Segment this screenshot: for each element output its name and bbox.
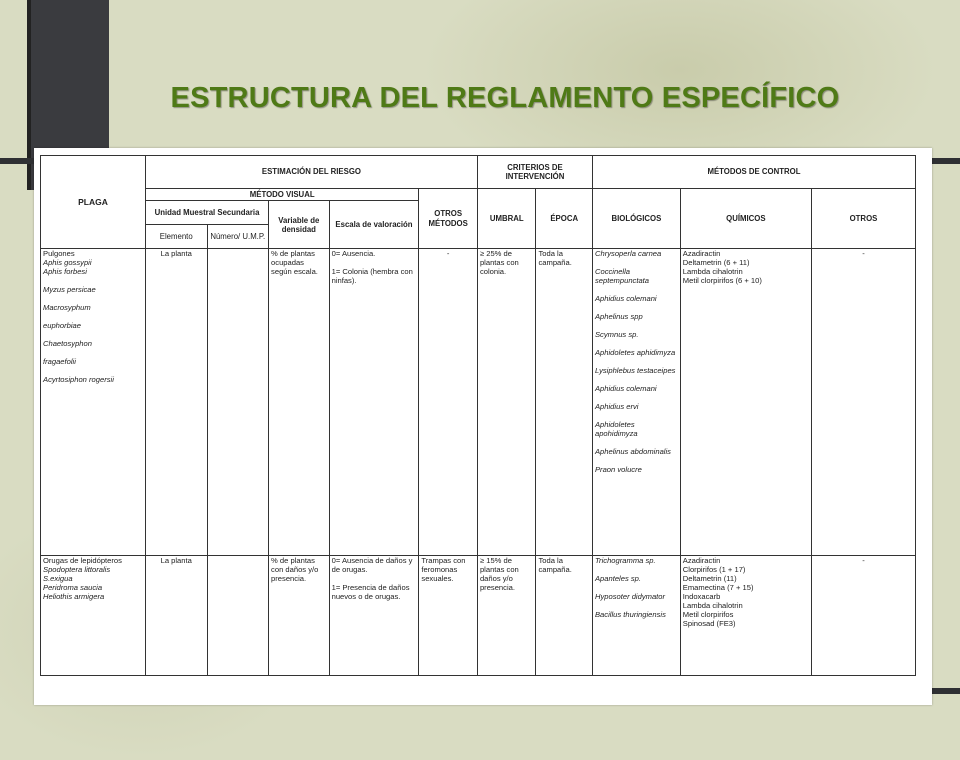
otros-metodos-cell: Trampas con feromonas sexuales. [419,556,478,676]
quimicos-cell [680,249,811,556]
elemento-cell: La planta [145,249,207,556]
species-name: Aphis gossypii [43,258,92,268]
species-name: euphorbiae [43,320,82,330]
escala-item: 0= Ausencia. [331,249,376,259]
biological-agent: Apanteles sp. [594,574,641,584]
otros-metodos-cell: - [419,249,478,556]
biological-agent: Aphelinus spp [594,312,643,321]
species-name: Chaetosyphon [43,338,92,348]
variable-cell: % de plantas ocupadas según escala. [269,249,330,556]
biological-agent: Aphidius colemani [594,294,657,304]
header-numero-ump: Número/ U.M.P. [207,225,269,249]
chemical-agent: Emamectina (7 + 15) [682,583,754,593]
header-metodo-visual: MÉTODO VISUAL [145,189,418,201]
numero-cell [207,556,269,676]
plaga-name: Pulgones [43,249,75,259]
species-name: Aphis forbesi [43,267,87,277]
biological-agent: Aphidoletes apohidimyza [594,419,638,438]
epoca-cell: Toda la campaña. [536,556,593,676]
header-estimacion-riesgo: ESTIMACIÓN DEL RIESGO [145,156,477,189]
species-name: Peridroma saucia [43,583,103,593]
plaga-name: Orugas de lepidópteros [43,556,122,566]
regulation-table [40,155,916,676]
elemento-cell: La planta [145,556,207,676]
header-biologicos: BIOLÓGICOS [592,189,680,249]
chemical-agent: Deltametrin (11) [682,574,737,584]
biological-agent: Bacillus thuringiensis [594,610,666,620]
header-criterios-intervencion: CRITERIOS DE INTERVENCIÓN [477,156,592,189]
species-name: fragaefolii [43,356,76,366]
species-name: Heliothis armigera [43,592,105,601]
epoca-cell: Toda la campaña. [536,249,593,556]
chemical-agent: Lambda cihalotrin [682,267,743,277]
chemical-agent: Clorpirifos (1 + 17) [682,565,746,575]
numero-cell [207,249,269,556]
header-elemento: Elemento [145,225,207,249]
table-document [34,148,932,705]
species-name: Spodoptera littoralis [43,565,111,575]
header-unidad-muestral: Unidad Muestral Secundaria [145,201,268,225]
chemical-agent: Metil clorpirifos (6 + 10) [682,276,762,286]
slide-title: ESTRUCTURA DEL REGLAMENTO ESPECÍFICO [170,82,840,114]
otros-cell: - [811,249,915,556]
chemical-agent: Metil clorpirifos [682,609,734,619]
table-row [41,556,916,676]
species-name: S.exigua [43,574,73,584]
biologicos-cell [592,249,680,556]
escala-cell [329,249,419,556]
species-name: Myzus persicae [43,285,96,295]
chemical-agent: Lambda cihalotrin [682,600,743,610]
species-name: Macrosyphum [43,303,91,312]
header-epoca: ÉPOCA [536,189,593,249]
header-plaga: PLAGA [41,156,146,249]
table-row [41,249,916,556]
header-variable-densidad: Variable de densidad [269,201,330,249]
umbral-cell: ≥ 25% de plantas con colonia. [477,249,536,556]
quimicos-cell [680,556,811,676]
header-metodos-control: MÉTODOS DE CONTROL [592,156,915,189]
biological-agent: Lysiphlebus testaceipes [594,365,676,375]
escala-item: 0= Ausencia de daños y de orugas. [331,556,413,575]
escala-item: 1= Colonia (hembra con ninfas). [331,267,413,286]
plaga-cell [41,249,146,556]
otros-cell: - [811,556,915,676]
biologicos-cell [592,556,680,676]
biological-agent: Hyposoter didymator [594,592,666,602]
biological-agent: Aphidoletes aphidimyza [594,347,676,357]
escala-item: 1= Presencia de daños nuevos o de orugas. [331,583,410,602]
chemical-agent: Deltametrin (6 + 11) [682,258,750,268]
header-umbral: UMBRAL [477,189,536,249]
chemical-agent: Azadiractin [682,249,721,259]
plaga-cell [41,556,146,676]
header-quimicos: QUÍMICOS [680,189,811,249]
header-otros: OTROS [811,189,915,249]
biological-agent: Trichogramma sp. [594,556,656,566]
biological-agent: Aphidius colemani [594,383,657,393]
escala-cell [329,556,419,676]
biological-agent: Coccinella septempunctata [594,267,650,286]
biological-agent: Scymnus sp. [594,329,639,339]
chemical-agent: Azadiractin [682,556,721,566]
biological-agent: Praon volucre [594,464,642,474]
biological-agent: Aphidius ervi [594,401,639,411]
biological-agent: Chrysoperla carnea [594,249,662,259]
species-name: Acyrtosiphon rogersii [43,374,114,384]
chemical-agent: Spinosad (FE3) [682,618,736,628]
chemical-agent: Indoxacarb [682,592,721,601]
header-escala-valoracion: Escala de valoración [329,201,419,249]
header-otros-metodos: OTROS MÉTODOS [419,189,478,249]
variable-cell: % de plantas con daños y/o presencia. [269,556,330,676]
biological-agent: Aphelinus abdominalis [594,446,671,456]
umbral-cell: ≥ 15% de plantas con daños y/o presencia. [477,556,536,676]
